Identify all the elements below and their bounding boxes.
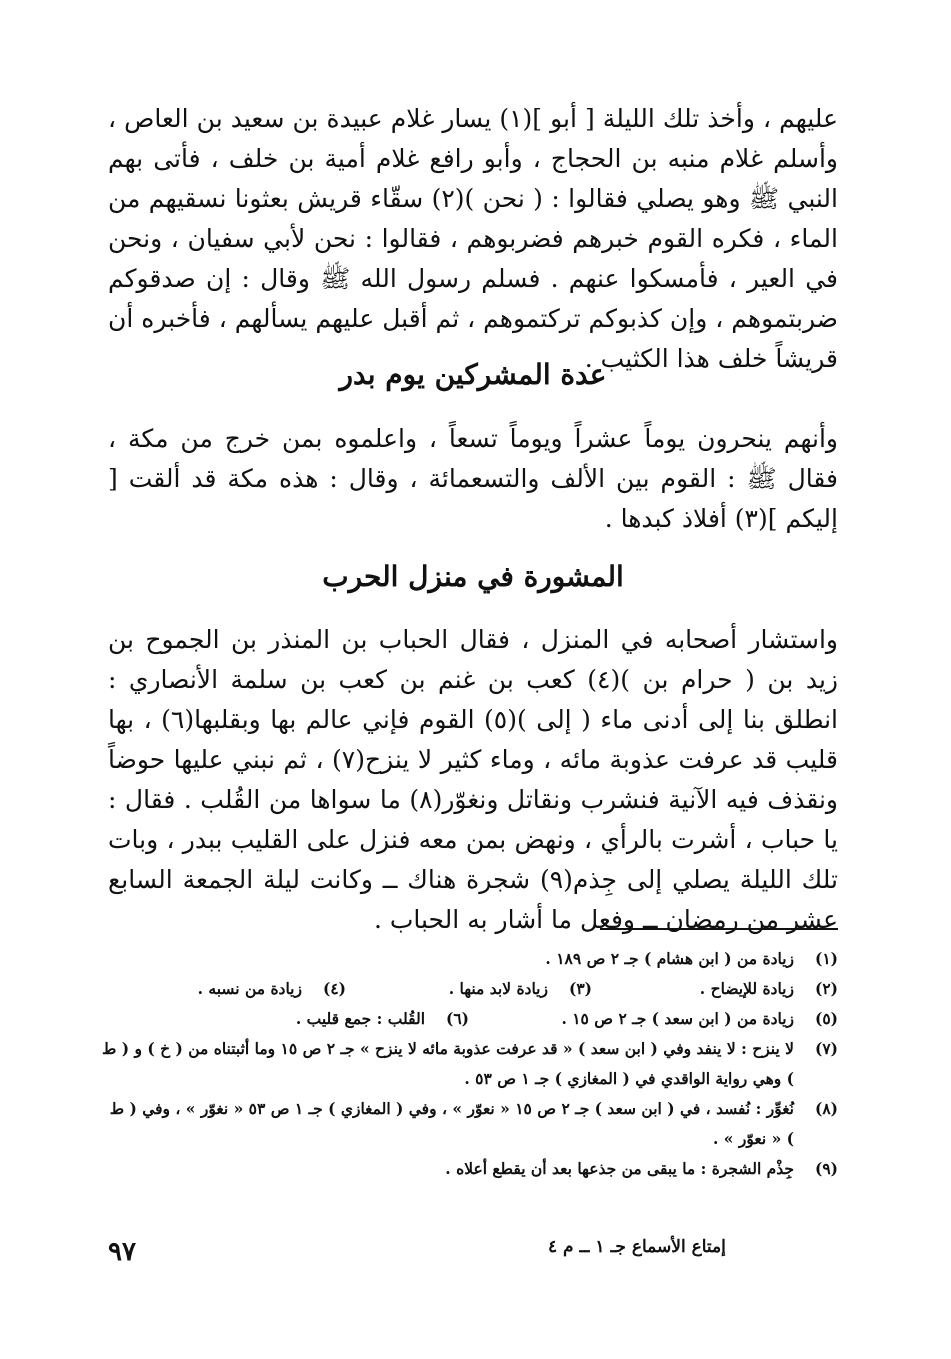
footnote-row-5-6 [100,1004,838,1034]
footnote-divider [600,928,838,930]
footnote-number: (٥) [814,1009,838,1028]
footnote-text: لا ينزح : لا ينفد وفي ( ابن سعد ) « قد عرفت عذوبة مائه لا ينزح » جـ ٢ ص ١٥ وما أثبتناه من ( خ ) و ( ط ) وهي رواية الواقدي في ( المغازي ) جـ ١ ص ٥٣ . [102,1039,794,1088]
footnote-1 [100,944,838,974]
footnote-text: زيادة لابد منها . [448,979,548,998]
footnote-number: (٢) [814,979,838,998]
footnote-number: (١) [814,949,838,968]
footnote-row-2-4 [100,974,838,1004]
footnote-text: جِذْم الشجرة : ما يبقى من جذعها بعد أن يقطع أعلاه . [445,1159,794,1178]
footnote-text: زيادة للإيضاح . [699,979,794,998]
footnote-2 [592,974,838,1004]
footnote-text: نُغوِّر : نُفسد ، في ( ابن سعد ) جـ ٢ ص ١٥ « نعوّر » ، وفي ( المغازي ) جـ ١ ص ٥٣ « نغوّر » ، وفي ( ط ) « نعوّر » . [109,1099,794,1148]
footnote-number: (٧) [814,1039,838,1058]
footnote-6 [100,1004,469,1034]
page-number: ٩٧ [108,1237,136,1267]
footnote-8 [100,1094,838,1154]
footnotes [100,944,838,1184]
running-title: إمتاع الأسماع جـ ١ ــ م ٤ [548,1237,726,1257]
footnote-3 [346,974,592,1004]
footnote-number: (٣) [568,979,592,998]
paragraph-shura: واستشار أصحابه في المنزل ، فقال الحباب بن المنذر بن الجموح بن زيد بن ( حرام بن )(٤) كعب بن غنم بن كعب بن سلمة الأنصاري : انطلق بنا إلى أدنى ماء ( إلى )(٥) القوم فإني عالم بها وبقلبها(٦) ، بها قليب قد عرفت عذوبة مائه ، وماء كثير لا ينزح(٧) ، ثم نبني عليها حوضاً ونقذف فيه الآنية فنشرب ونقاتل ونغوّر(٨) ما سواها من القُلب . فقال : يا حباب ، أشرت بالرأي ، ونهض بمن معه فنزل على القليب ببدر ، وبات تلك الليلة يصلي إلى جِذم(٩) شجرة هناك ــ وكانت ليلة الجمعة السابع عشر من رمضان ــ وفعل ما أشار به الحباب . [108,625,839,934]
footnote-7 [100,1034,838,1094]
footnote-text: القُلب : جمع قليب . [295,1009,425,1028]
footnote-number: (٦) [445,1009,469,1028]
footnote-text: زيادة من ( ابن سعد ) جـ ٢ ص ١٥ . [561,1009,794,1028]
footnote-text: زيادة من ( ابن هشام ) جـ ٢ ص ١٨٩ . [545,949,794,968]
footnote-number: (٩) [814,1159,838,1178]
footnote-text: زيادة من نسبه . [197,979,302,998]
footnote-5 [469,1004,838,1034]
heading-mushrikin-count: عدة المشركين يوم بدر [339,358,607,391]
footnote-number: (٤) [322,979,346,998]
footnote-9 [100,1154,838,1184]
paragraph-mushrikin-count: وأنهم ينحرون يوماً عشراً ويوماً تسعاً ، واعلموه بمن خرج من مكة ، فقال ﷺ : القوم بين الألف والتسعمائة ، وقال : هذه مكة قد ألقت [ إليكم ](٣) أفلاذ كبدها . [108,424,838,533]
footnote-number: (٨) [814,1099,838,1118]
footnote-4 [100,974,346,1004]
paragraph-prisoners: عليهم ، وأخذ تلك الليلة [ أبو ](١) يسار غلام عبيدة بن سعيد بن العاص ، وأسلم غلام منبه بن الحجاج ، وأبو رافع غلام أمية بن خلف ، فأتى بهم النبي ﷺ وهو يصلي فقالوا : ( نحن )(٢) سقّاء قريش بعثونا نسقيهم من الماء ، فكره القوم خبرهم فضربوهم ، فقالوا : نحن لأبي سفيان ، ونحن في العير ، فأمسكوا عنهم . فسلم رسول الله ﷺ وقال : إن صدقوكم ضربتموهم ، وإن كذبوكم تركتموهم ، ثم أقبل عليهم يسألهم ، فأخبره أن قريشاً خلف هذا الكثيب . [108,104,838,373]
heading-shura: المشورة في منزل الحرب [322,560,624,593]
